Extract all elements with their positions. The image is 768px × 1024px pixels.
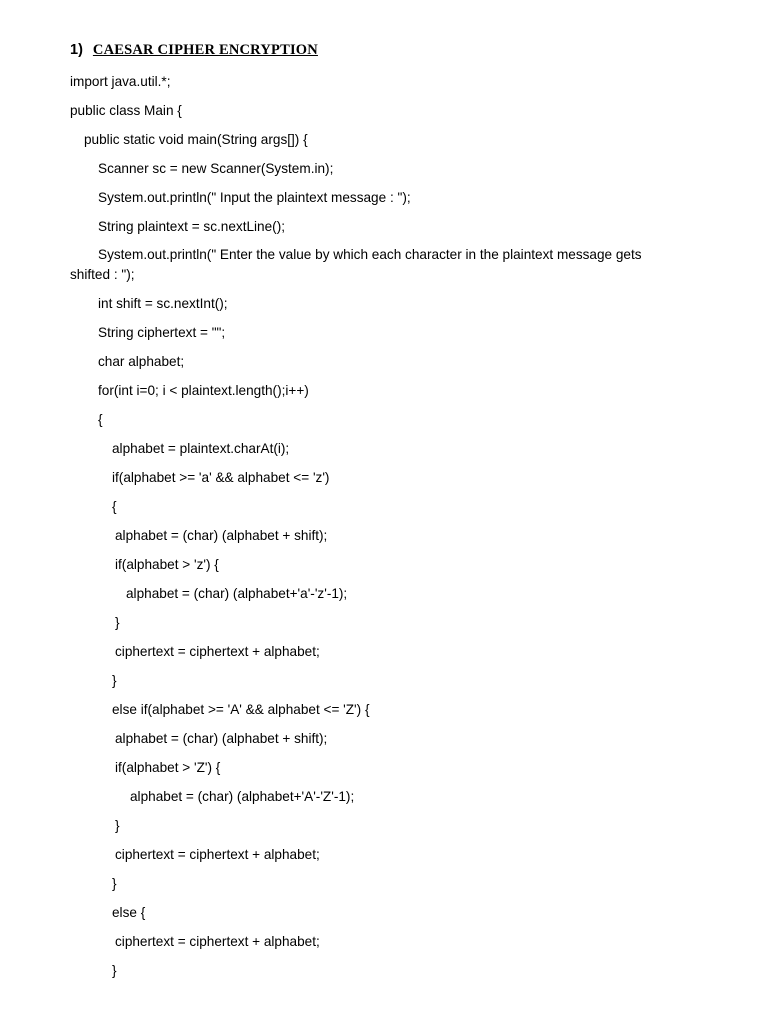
code-line: String ciphertext = "";: [98, 325, 226, 340]
code-line: alphabet = (char) (alphabet + shift);: [115, 731, 328, 746]
code-line: Scanner sc = new Scanner(System.in);: [98, 161, 334, 176]
code-line: int shift = sc.nextInt();: [98, 296, 228, 311]
section-number: 1): [70, 42, 83, 58]
code-line: ciphertext = ciphertext + alphabet;: [115, 934, 320, 949]
code-line: {: [98, 412, 103, 427]
code-line: alphabet = (char) (alphabet + shift);: [115, 528, 328, 543]
code-line: public static void main(String args[]) {: [84, 132, 308, 147]
code-line: public class Main {: [70, 103, 182, 118]
code-line: }: [115, 818, 120, 833]
code-line: if(alphabet > 'z') {: [115, 557, 219, 572]
code-line: }: [115, 615, 120, 630]
code-line: alphabet = (char) (alphabet+'a'-'z'-1);: [126, 586, 348, 601]
section-title: CAESAR CIPHER ENCRYPTION: [92, 42, 318, 58]
code-line: System.out.println(" Input the plaintext message : ");: [98, 190, 411, 205]
code-line: else {: [112, 905, 146, 920]
code-line: }: [112, 963, 117, 978]
code-line: {: [112, 499, 117, 514]
code-line: for(int i=0; i < plaintext.length();i++): [98, 383, 309, 398]
code-line: if(alphabet > 'Z') {: [115, 760, 221, 775]
code-line: import java.util.*;: [70, 74, 171, 89]
code-line: ciphertext = ciphertext + alphabet;: [115, 644, 320, 659]
code-line: if(alphabet >= 'a' && alphabet <= 'z'): [112, 470, 330, 485]
code-line: }: [112, 673, 117, 688]
code-line: alphabet = plaintext.charAt(i);: [112, 441, 290, 456]
section-heading: [70, 42, 318, 59]
code-line: char alphabet;: [98, 354, 185, 369]
code-line: ciphertext = ciphertext + alphabet;: [115, 847, 320, 862]
code-line: String plaintext = sc.nextLine();: [98, 219, 286, 234]
code-line: alphabet = (char) (alphabet+'A'-'Z'-1);: [130, 789, 355, 804]
code-line: else if(alphabet >= 'A' && alphabet <= 'Z') {: [112, 702, 370, 717]
code-line: }: [112, 876, 117, 891]
code-line: System.out.println(" Enter the value by which each character in the plaintext message gets shifted : ");: [70, 247, 642, 282]
